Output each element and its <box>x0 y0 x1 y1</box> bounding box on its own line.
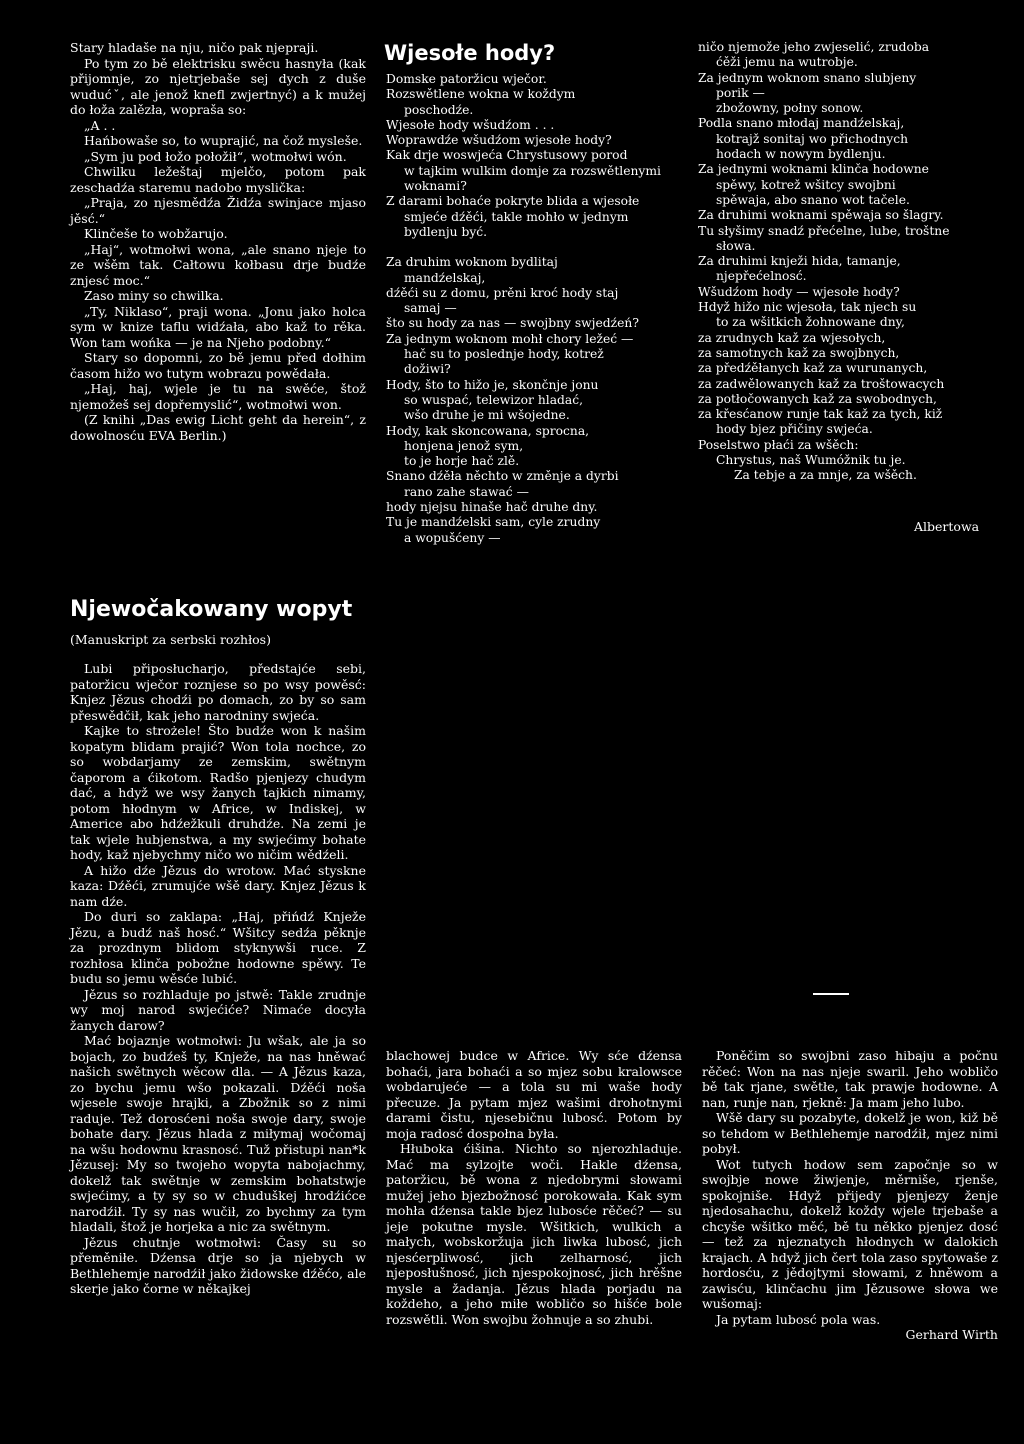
poem-line: samaj — <box>404 301 457 316</box>
poem-line: Chrystus, naš Wumóžnik tu je. <box>716 453 906 468</box>
poem-line: Wjesołe hody wšudźom . . . <box>386 117 555 132</box>
story-paragraph: „A . . <box>84 117 116 133</box>
poem-line: Z darami bohaće pokryte blida a wjesołe <box>386 194 640 209</box>
poem-line: Poselstwo płaći za wšěch: <box>698 437 859 452</box>
essay-subtitle: (Manuskript za serbski rozhłos) <box>70 632 271 647</box>
poem-line: spěwaja, abo snano wot tačele. <box>716 192 910 207</box>
essay-paragraph: Lubi připosłucharjo, předstajće sebi, patoržicu wječor roznjese so po wsy powěsć: Knjez Jězus chodźi po domach, zo by so sam přeswědčił, kak jeho narodniny swjeća. <box>70 661 366 723</box>
poem-line: poschodźe. <box>404 102 474 117</box>
essay-paragraph: Wšě dary su pozabyte, dokelž je won, kiž bě so tehdom w Bethlehemje narodźił, mjez nimi pobył. <box>702 1110 998 1156</box>
poem-column-2 <box>698 40 998 484</box>
essay-author: Gerhard Wirth <box>905 1327 998 1342</box>
poem-line: Woprawdźe wšudźom wjesołe hody? <box>386 133 612 148</box>
essay-column-1 <box>70 661 366 1297</box>
poem-author: Albertowa <box>914 519 980 534</box>
poem-line: što su hody za nas — swojbny swjedźeń? <box>386 316 639 331</box>
poem-line: Za jednym woknom snano slubjeny <box>698 70 917 85</box>
poem-line: a wopušćeny — <box>404 530 501 545</box>
section-divider <box>813 993 849 995</box>
poem-line: Za druhimi knježi hida, tamanje, <box>698 254 901 269</box>
poem-line: dožiwi? <box>404 362 451 377</box>
essay-paragraph: Ja pytam lubosć pola was. <box>716 1311 881 1327</box>
essay-paragraph: Poněčim so swojbni zaso hibaju a počnu rěčeć: Won na nas njeje swaril. Jeho wobličo bě tak rjane, swětłe, tak prawje hodowne. A nan, runje nan, rjekně: Ja mam jeho lubo. <box>702 1048 998 1110</box>
poem-line: Wšudźom hody — wjesołe hody? <box>698 284 900 299</box>
poem-line: porik — <box>716 85 765 100</box>
poem-line: Za druhim woknom bydlitaj <box>386 255 558 270</box>
poem-line: Domske patoržicu wječor. <box>386 72 547 86</box>
poem-line: dźěći su z domu, prěni kroć hody staj <box>386 285 619 300</box>
poem-line: ničo njemože jeho zwjeselić, zrudoba <box>698 40 930 54</box>
essay-paragraph: blachowej budce w Africe. Wy sće dźensa bohaći, jara bohaći a so mjez sobu kralowsce wobdarujeće — a tola su mi waše hody přecuze. Ja pytam mjez wašimi drohotnymi darami čistu, njesebičnu lubosć. Potom by moja radosć dospołna była. <box>386 1048 682 1141</box>
story-paragraph: Stary so dopomni, zo bě jemu před dołhim časom hižo wo tutym wobrazu powědała. <box>70 350 366 381</box>
poem-line: Hody, kak skoncowana, sprocna, <box>386 423 590 438</box>
story-paragraph: „Ty, Niklaso“, praji wona. „Jonu jako holca sym w knize taflu widźała, abo kaž to rěka. Won tam wońka — je na Njeho podobny.“ <box>70 303 366 350</box>
story-paragraph: Hańbowaše so, to wuprajić, na čož mysleše. <box>84 133 363 148</box>
story-paragraph: Po tym zo bě elektrisku swěcu hasnyła (kak přijomnje, zo njetrjebaše sej dych z duše wudućˇ, ale jenož knefl zwjertnyć) a k mužej do łoža zalězła, wopraša so: <box>70 55 366 117</box>
poem-line: Za druhimi woknami spěwaja so šlagry. <box>698 208 944 223</box>
poem-line: Tu je mandźelski sam, cyle zrudny <box>386 515 601 530</box>
poem-line: honjena jenož sym, <box>404 438 524 453</box>
poem-line: bydlenju być. <box>404 224 488 239</box>
poem-line: hač su to poslednje hody, kotrež <box>404 347 604 362</box>
poem-line: wšo druhe je mi wšojedne. <box>404 408 570 423</box>
essay-paragraph: Hłuboka ćišina. Nichto so njerozhladuje. Mać ma sylzojte woči. Hakle dźensa, patoržicu, bě wona z njedobrymi słowami mužej jeho bjezbožnosć porokowała. Kak sym mohła dźensa takle bjez lubosće rěčeć? — su jeje pokutne mysle. Wšitkich, wulkich a małych, wobskoržuja jich liwka lubosć, jich njesćerpliwosć, jich zelharnosć, jich njeposłušnosć, jich njespokojnosć, jich hrěšne mysle a žadanja. Jězus hlada porjadu na koždeho, a jeho miłe wobličo so hišće bole rozswětli. Won swojbu žohnuje a so zhubi. <box>386 1141 682 1327</box>
poem-column-1 <box>386 72 676 546</box>
essay-column-2 <box>386 1048 682 1327</box>
poem-line: to je horje hač zlě. <box>404 454 520 469</box>
poem-line: hody bjez přičiny swjeća. <box>716 422 873 437</box>
poem-line: mandźelskaj, <box>404 270 486 285</box>
essay-column-3 <box>702 1048 998 1343</box>
poem-line: za samotnych kaž za swojbnych, <box>698 345 900 360</box>
poem-line: njepřećelnosć. <box>716 269 807 284</box>
poem-line: za zadwělowanych kaž za troštowacych <box>698 376 945 391</box>
poem-line: Tu słyšimy snadź přećelne, lube, troštne <box>698 223 950 238</box>
poem-line: w tajkim wulkim domje za rozswětlenymi woknami? <box>404 163 661 194</box>
poem-line: hodach w nowym bydlenju. <box>716 147 886 162</box>
essay-paragraph: Do duri so zaklapa: „Haj, přińdź Knježe Jězu, a budź naš hosć.“ Wšitcy sedźa pěknje za prozdnym blidom styknywši ruce. Z rozhłosa klinča pobožne hodowne spěwy. Te budu so jemu wěsće lubić. <box>70 909 366 986</box>
poem-line: za zrudnych kaž za wjesołych, <box>698 330 886 345</box>
essay-paragraph: A hižo dźe Jězus do wrotow. Mać styskne kaza: Dźěći, zrumujće wšě dary. Knjez Jězus k nam dźe. <box>70 862 366 909</box>
poem-line: słowa. <box>716 238 756 253</box>
story-paragraph: Klinčeše to wobžarujo. <box>84 226 228 241</box>
poem-line <box>386 240 676 255</box>
poem-line: Podla snano młodaj mandźelskaj, <box>698 116 905 131</box>
essay-paragraph: Jězus so rozhladuje po jstwě: Takle zrudnje wy moj narod swjećiće? Nimaće docyła žanych darow? <box>70 986 366 1033</box>
essay-title: Njewočakowany wopyt <box>70 597 353 622</box>
story-paragraph: Stary hladaše na nju, ničo pak njepraji. <box>70 40 319 55</box>
essay-paragraph: Wot tutych hodow sem započnje so w swojbje nowe žiwjenje, měrniše, rjenše, spokojniše. Hdyž přijedy pjenjezy ženje njedosahachu, dokelž koždy wjele trjebaše a chcyše wšitko měć, bě tu někko pjenjez dosć — tež za njeznatych hłodnych w dalokich krajach. A hdyž jich čert tola zaso spytowaše z hordosću, z jědojtymi słowami, z hněwom a zawisću, klinčachu jim Jězusowe słowa we wušomaj: <box>702 1156 998 1311</box>
essay-paragraph: Mać bojaznje wotmołwi: Ju wšak, ale ja so bojach, zo budźeš ty, Knježe, na nas hněwać našich swětnych wěcow dla. — A Jězus kaza, zo bychu jemu wšo pokazali. Dźěći noša wjesele swoje hrajki, a Zbožnik so z nimi raduje. Tež dorosćeni noša swoje dary, swoje bohate dary. Jězus hlada z miłymaj wočomaj na wšu hodownu krasnosć. Tuž přistupi nan*k Jězusej: My so twojeho wopyta nabojachmy, dokelž tak swětnje w zemskim bohatstwje swjećimy, a ty sy so w chuduškej hrodźićce narodźił. Ty sy nas wučił, zo bychmy za tym hladali, štož je horjeka a nic za swětnym. <box>70 1033 366 1234</box>
story-column <box>70 40 366 443</box>
essay-paragraph: Jězus chutnje wotmołwi: Časy su so přeměniłe. Dźensa drje so ja njebych w Bethlehemje narodźił jako židowske dźěćo, ale skerje jako čorne w někajkej <box>70 1234 366 1296</box>
story-paragraph: „Haj“, wotmołwi wona, „ale snano njeje to ze wšěm tak. Całtowu kołbasu drje budźe znjesć moc.“ <box>70 241 366 288</box>
poem-title: Wjesołe hody? <box>384 41 556 65</box>
poem-line: za předźěłanych kaž za wurunanych, <box>698 361 928 376</box>
poem-line: kotrajž sonitaj wo přichodnych <box>716 131 909 146</box>
poem-line: ćěži jemu na wutrobje. <box>716 55 858 70</box>
story-paragraph: „Praja, zo njesmědźa Židźa swinjace mjaso jěsć.“ <box>70 195 366 226</box>
poem-line: so wuspać, telewizor hladać, <box>404 392 584 407</box>
poem-line: za potłočowanych kaž za swobodnych, <box>698 391 937 406</box>
poem-line: smjeće dźěći, takle mohło w jednym <box>404 209 629 224</box>
story-paragraph: „Haj, haj, wjele je tu na swěće, štož njemožeš sej dopřemyslić“, wotmołwi won. <box>70 381 366 412</box>
poem-line: hody njejsu hinaše hač druhe dny. <box>386 500 598 515</box>
poem-line: spěwy, kotrež wšitcy swojbni <box>716 177 896 192</box>
poem-line: za křesćanow runje tak kaž za tych, kiž <box>698 407 943 422</box>
poem-line: Za jednym woknom mohł chory ležeć — <box>386 331 634 346</box>
poem-line: Rozswětlene wokna w koždym <box>386 87 576 102</box>
poem-line: rano zahe stawać — <box>404 484 529 499</box>
story-paragraph: Zaso miny so chwilka. <box>84 288 224 303</box>
story-paragraph: (Z knihi „Das ewig Licht geht da herein“, z dowolnosću EVA Berlin.) <box>70 412 366 443</box>
poem-line: Snano dźěła něchto w změnje a dyrbi <box>386 469 619 484</box>
story-paragraph: Chwilku ležeštaj mjelčo, potom pak zeschadźa staremu nadobo myslička: <box>70 164 366 195</box>
poem-line: Hody, što to hižo je, skončnje jonu <box>386 377 599 392</box>
poem-line: Za jednymi woknami klinča hodowne <box>698 162 929 177</box>
poem-line: to za wšitkich žohnowane dny, <box>716 315 905 330</box>
poem-line: Hdyž hižo nic wjesoła, tak njech su <box>698 300 917 315</box>
poem-line: zbožowny, połny sonow. <box>716 101 864 116</box>
essay-paragraph: Kajke to strożele! Što budźe won k našim kopatym blidam prajić? Won tola nochce, zo so wobdarjamy ze zemskim, swětnym čaporom a ćikotom. Radšo pjenjezy chudym dać, a hdyž we wsy žanych tajkich nimamy, potom hłodnym w Africe, w Indiskej, w Americe abo hdźežkuli druhdźe. Na zemi je tak wjele hubjenstwa, a my swjećimy bohate hody, kaž njebychmy ničo wo ničim wědźeli. <box>70 723 366 862</box>
poem-line: Kak drje woswjeća Chrystusowy porod <box>386 148 628 163</box>
story-paragraph: „Sym ju pod łožo połožił“, wotmołwi wón. <box>84 148 347 164</box>
poem-line: Za tebje a za mnje, za wšěch. <box>734 468 917 483</box>
